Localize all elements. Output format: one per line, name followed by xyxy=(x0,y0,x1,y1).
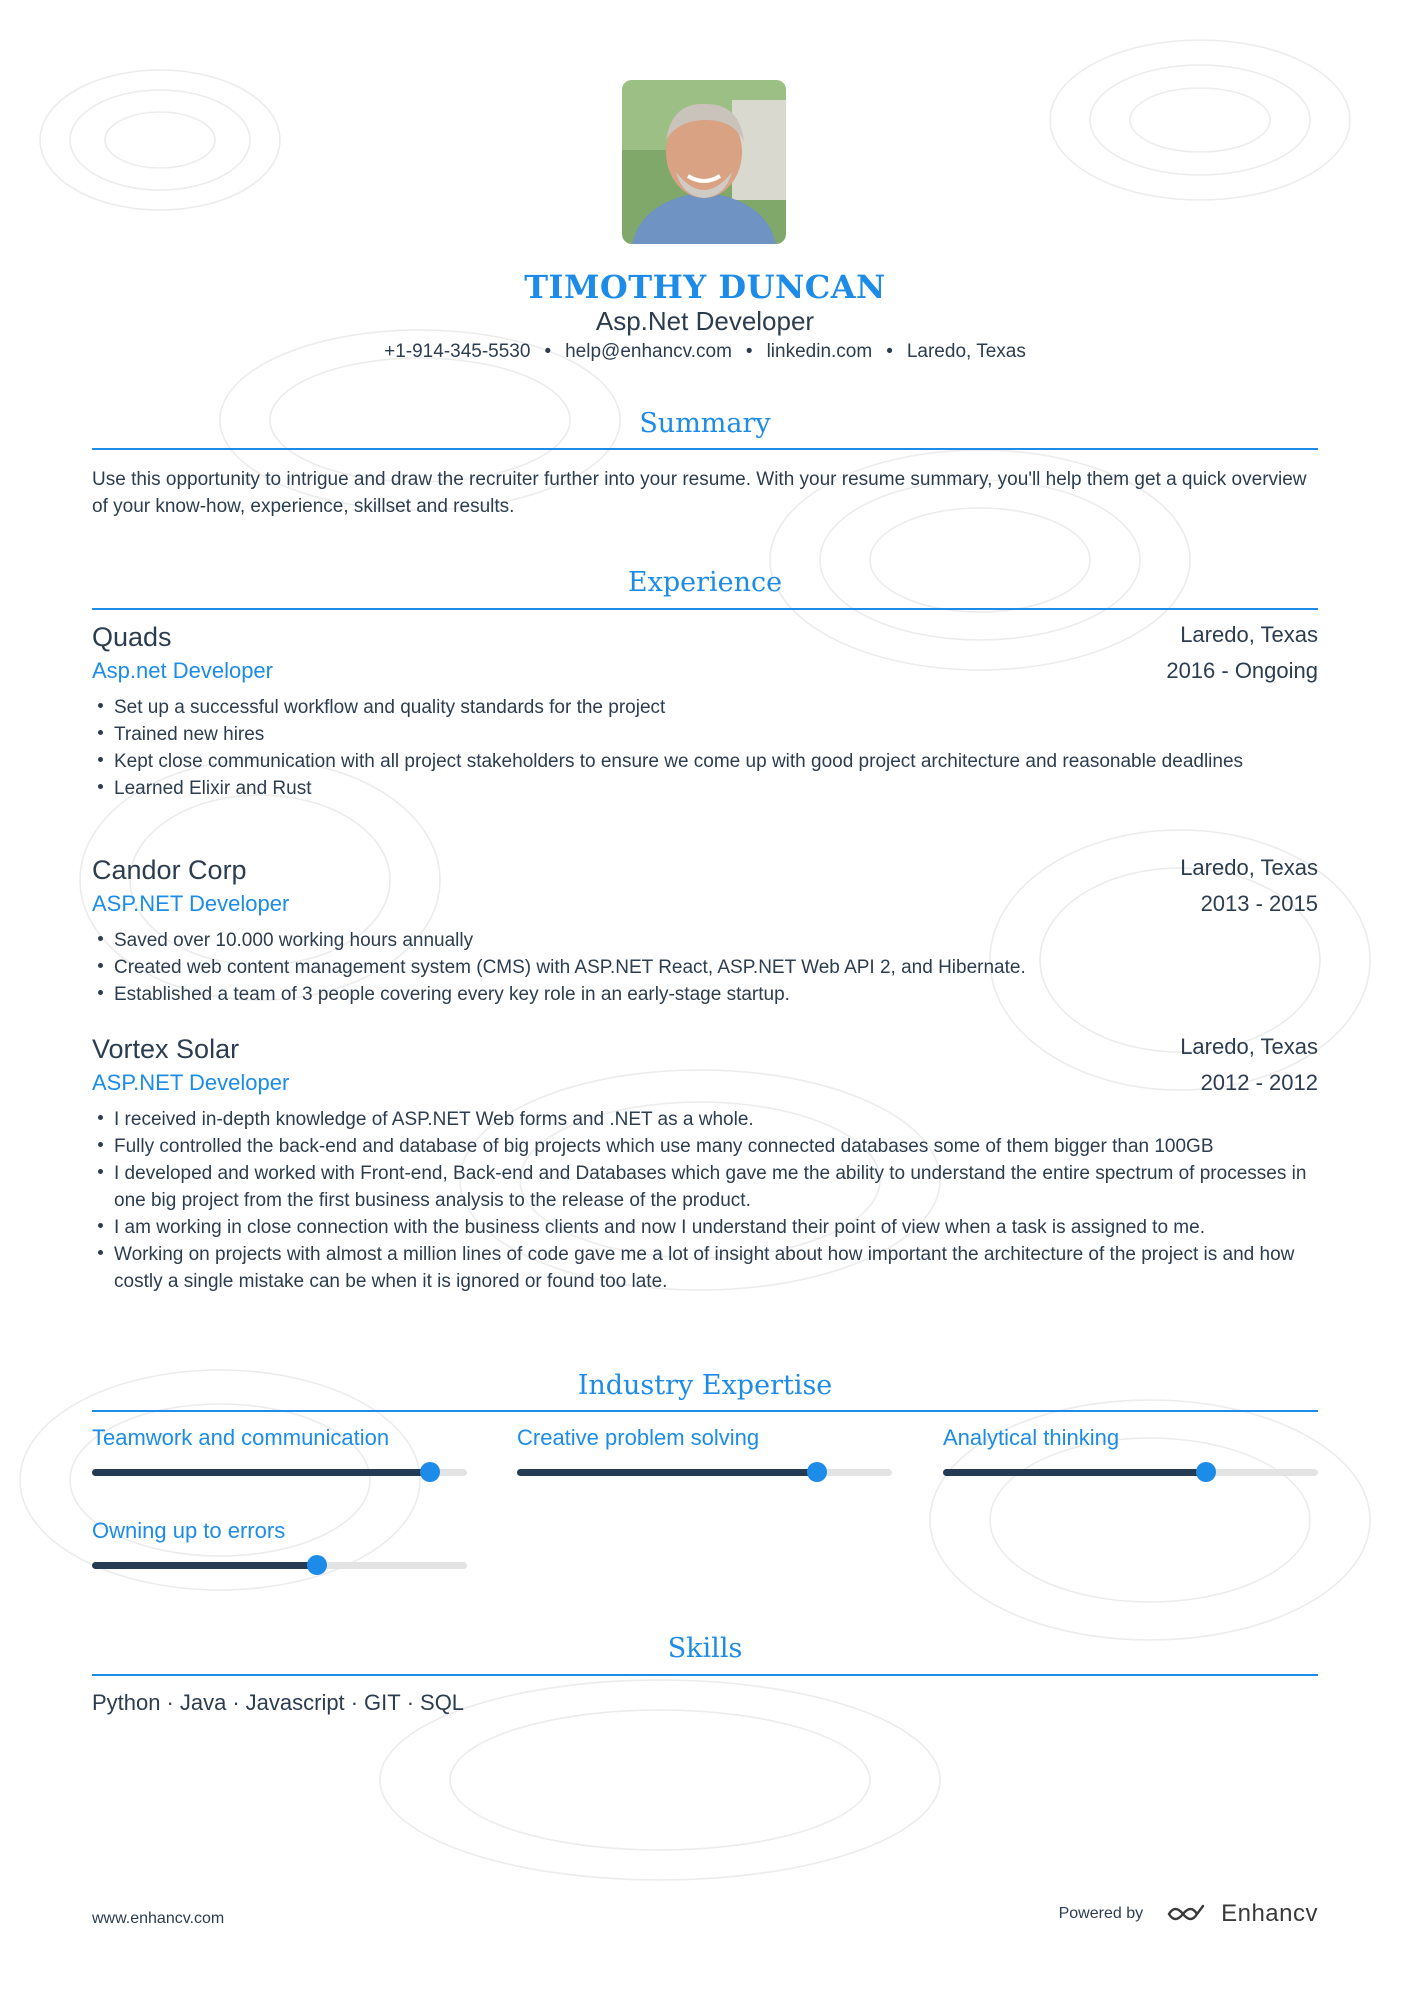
job-entry-vortex-solar xyxy=(92,1034,1318,1334)
job-entry-quads xyxy=(92,622,1318,832)
expertise-track xyxy=(517,1469,892,1476)
expertise-label: Owning up to errors xyxy=(92,1518,286,1543)
separator-dot: • xyxy=(745,341,753,362)
expertise-knob xyxy=(807,1462,827,1482)
email-link[interactable]: help@enhancv.com xyxy=(565,341,732,362)
contact-line xyxy=(0,341,1410,363)
linkedin-link[interactable]: linkedin.com xyxy=(766,341,873,362)
candidate-name: TIMOTHY DUNCAN xyxy=(524,268,886,306)
expertise-knob xyxy=(1196,1462,1216,1482)
skills-heading: Skills xyxy=(667,1633,743,1664)
summary-text: Use this opportunity to intrigue and draw the recruiter further into your resume. With your resume summary, you'll help them get a quick overview of your know-how, experience, skillset and results. xyxy=(92,469,1307,517)
company-name: Vortex Solar xyxy=(92,1034,240,1064)
expertise-item xyxy=(517,1425,892,1476)
expertise-label: Creative problem solving xyxy=(517,1425,760,1450)
candidate-headline: Asp.Net Developer xyxy=(595,306,815,336)
skills-list xyxy=(92,1690,464,1716)
expertise-fill xyxy=(92,1562,317,1569)
summary-divider xyxy=(92,448,1318,450)
expertise-fill xyxy=(943,1469,1206,1476)
bullet-item: Fully controlled the back-end and database of big projects which use many connected databases some of them bigger than 100GB xyxy=(92,1133,1318,1160)
job-role: ASP.NET Developer xyxy=(92,1070,290,1095)
bullet-item: Set up a successful workflow and quality standards for the project xyxy=(92,694,1318,721)
job-period: 2016 - Ongoing xyxy=(1166,658,1318,683)
enhancv-logo-icon xyxy=(1165,1902,1211,1926)
bullet-item: Learned Elixir and Rust xyxy=(92,775,1318,802)
enhancv-logo[interactable] xyxy=(1165,1900,1318,1928)
skill-separator: · xyxy=(406,1690,415,1715)
bullet-item: Working on projects with almost a million lines of code gave me a lot of insight about how important the architecture of the project is and how costly a single mistake can be when it is ignored or found too late. xyxy=(92,1241,1318,1295)
bullet-item: I received in-depth knowledge of ASP.NET Web forms and .NET as a whole. xyxy=(92,1106,1318,1133)
footer-website-link[interactable]: www.enhancv.com xyxy=(92,1910,225,1927)
skill-separator: · xyxy=(232,1690,240,1715)
brand-name: Enhancv xyxy=(1221,1900,1318,1927)
phone-text: +1-914-345-5530 xyxy=(384,341,531,362)
profile-photo xyxy=(622,80,786,244)
bullet-item: I developed and worked with Front-end, Back-end and Databases which gave me the ability to understand the entire spectrum of processes in one big project from the first business analysis to the release of the product. xyxy=(92,1160,1318,1214)
skills-divider xyxy=(92,1674,1318,1676)
expertise-divider xyxy=(92,1410,1318,1412)
bullet-item: Created web content management system (CMS) with ASP.NET React, ASP.NET Web API 2, and Hibernate. xyxy=(92,954,1318,981)
job-location: Laredo, Texas xyxy=(1180,855,1318,880)
bullet-item: Kept close communication with all project stakeholders to ensure we come up with good project architecture and reasonable deadlines xyxy=(92,748,1318,775)
separator-dot: • xyxy=(886,341,893,362)
job-role: Asp.net Developer xyxy=(92,658,273,683)
skill-item: Java xyxy=(179,1690,227,1715)
expertise-track xyxy=(92,1562,467,1569)
skill-separator: · xyxy=(166,1690,174,1715)
skill-item: SQL xyxy=(420,1690,465,1715)
job-location: Laredo, Texas xyxy=(1180,1034,1318,1059)
job-bullets xyxy=(92,694,1318,802)
skill-separator: · xyxy=(350,1690,359,1715)
skill-item: Javascript xyxy=(245,1690,345,1715)
expertise-item xyxy=(92,1518,467,1569)
location-text: Laredo, Texas xyxy=(906,341,1026,362)
summary-heading: Summary xyxy=(639,408,771,439)
job-location: Laredo, Texas xyxy=(1180,622,1318,647)
bullet-item: Established a team of 3 people covering every key role in an early-stage startup. xyxy=(92,981,1318,1008)
expertise-heading: Industry Expertise xyxy=(577,1370,833,1401)
expertise-fill xyxy=(92,1469,430,1476)
experience-heading: Experience xyxy=(627,567,783,598)
company-name: Candor Corp xyxy=(92,855,247,885)
avatar-illustration xyxy=(622,80,786,244)
job-bullets xyxy=(92,1106,1318,1295)
job-role: ASP.NET Developer xyxy=(92,891,290,916)
expertise-label: Teamwork and communication xyxy=(92,1425,390,1450)
skill-item: GIT xyxy=(364,1690,401,1715)
footer-branding xyxy=(1059,1900,1318,1928)
powered-by-text: Powered by xyxy=(1058,1905,1144,1922)
job-period: 2012 - 2012 xyxy=(1200,1070,1318,1095)
expertise-knob xyxy=(307,1555,327,1575)
expertise-knob xyxy=(420,1462,440,1482)
expertise-track xyxy=(943,1469,1318,1476)
company-name: Quads xyxy=(92,622,172,652)
experience-divider xyxy=(92,608,1318,610)
expertise-label: Analytical thinking xyxy=(943,1425,1120,1450)
separator-dot: • xyxy=(544,341,552,362)
expertise-fill xyxy=(517,1469,817,1476)
bullet-item: Trained new hires xyxy=(92,721,1318,748)
job-bullets xyxy=(92,927,1318,1008)
expertise-item xyxy=(92,1425,467,1476)
bullet-item: I am working in close connection with the business clients and now I understand their point of view when a task is assigned to me. xyxy=(92,1214,1318,1241)
job-period: 2013 - 2015 xyxy=(1200,891,1318,916)
expertise-item xyxy=(943,1425,1318,1476)
skill-item: Python xyxy=(92,1690,161,1715)
job-entry-candor-corp xyxy=(92,855,1318,1015)
expertise-track xyxy=(92,1469,467,1476)
bullet-item: Saved over 10.000 working hours annually xyxy=(92,927,1318,954)
